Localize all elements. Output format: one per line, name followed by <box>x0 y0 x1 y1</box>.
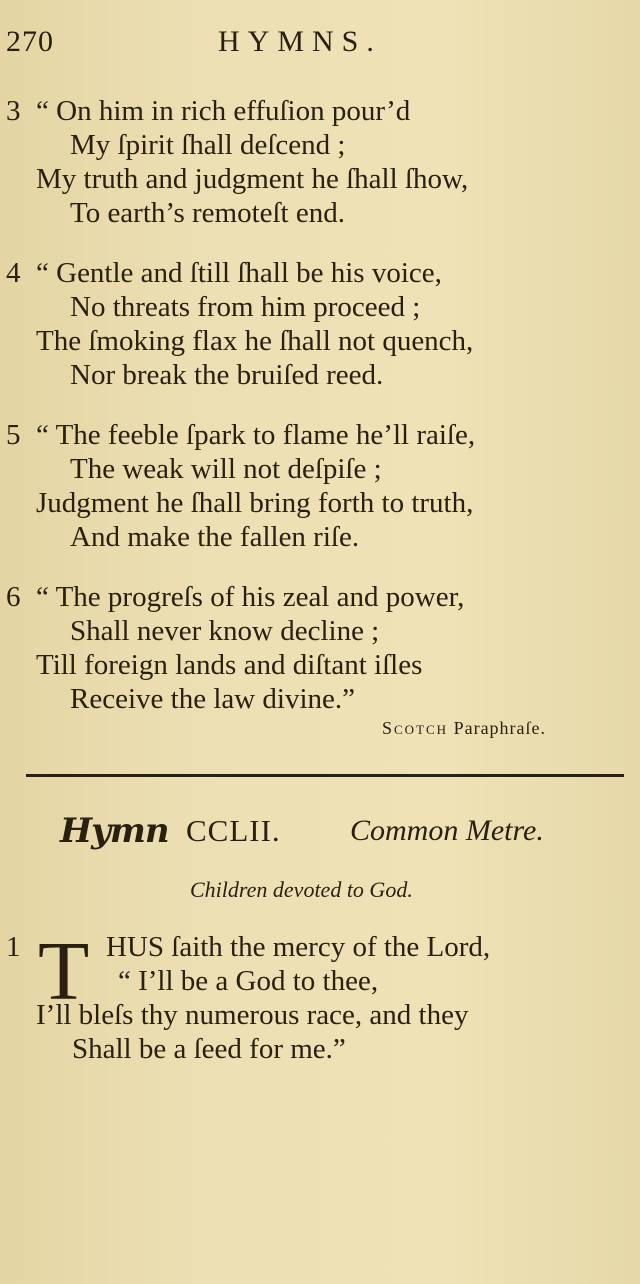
verse-line: Till foreign lands and diſtant iſles <box>36 649 423 681</box>
verse-number: 4 <box>6 257 21 289</box>
page-header <box>0 22 640 62</box>
verse-number: 3 <box>6 95 21 127</box>
verse-line: “ I’ll be a God to thee, <box>118 965 379 997</box>
verse-line: I’ll bleſs thy numerous race, and they <box>36 999 469 1031</box>
verse-number: 6 <box>6 581 21 613</box>
verse-line: The ſmoking flax he ſhall not quench, <box>36 325 474 357</box>
verse-line: To earth’s remoteſt end. <box>70 197 345 229</box>
verse-line: Judgment he ſhall bring forth to truth, <box>36 487 474 519</box>
hymn-first-line <box>106 930 490 964</box>
hymn-heading <box>60 806 620 856</box>
verse-number: 1 <box>6 931 21 963</box>
verse-line: The weak will not deſpiſe ; <box>70 453 382 485</box>
verse-line: No threats from him proceed ; <box>70 291 421 323</box>
verse-line: “ The feeble ſpark to flame he’ll raiſe, <box>36 419 476 451</box>
hymn-meter: Common Metre. <box>350 814 544 847</box>
attribution-source: Scotch <box>382 718 449 738</box>
verse-number: 5 <box>6 419 21 451</box>
hymn-number: CCLII. <box>186 813 281 848</box>
verse-line: “ Gentle and ſtill ſhall be his voice, <box>36 257 442 289</box>
verse-line: Shall never know decline ; <box>70 615 380 647</box>
verse-line: “ The progreſs of his zeal and power, <box>36 581 465 613</box>
verse-line: Receive the law divine.” <box>70 683 356 715</box>
first-line-rest: ſaith the mercy of the Lord, <box>164 931 491 963</box>
verse-line: Nor break the bruiſed reed. <box>70 359 384 391</box>
verse-line: My ſpirit ſhall deſcend ; <box>70 129 346 161</box>
attribution <box>382 716 546 740</box>
verse-line: And make the fallen riſe. <box>70 521 360 553</box>
page-number: 270 <box>6 25 54 58</box>
attribution-work: Paraphraſe. <box>453 718 547 738</box>
verse-line: Shall be a ſeed for me.” <box>72 1033 346 1065</box>
first-line-caps: HUS <box>106 931 165 963</box>
verse-line: “ On him in rich effuſion pour’d <box>36 95 411 127</box>
drop-cap: T <box>38 925 90 1018</box>
hymn-label: Hymn <box>60 811 169 851</box>
hymn-subtitle: Children devoted to God. <box>190 877 413 902</box>
verse-line: My truth and judgment he ſhall ſhow, <box>36 163 469 195</box>
running-title: HYMNS. <box>218 25 382 58</box>
section-divider <box>26 774 624 777</box>
